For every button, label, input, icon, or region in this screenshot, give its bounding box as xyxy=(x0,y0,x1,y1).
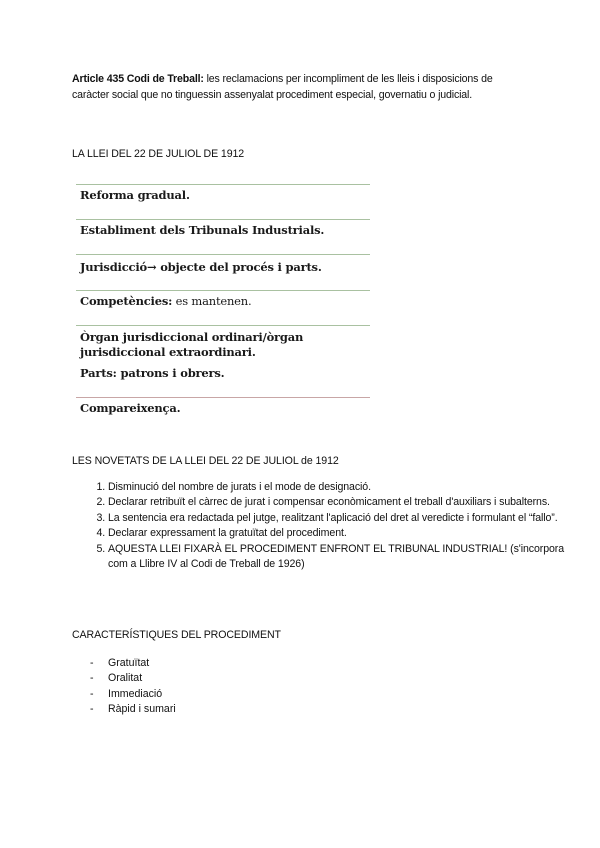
dash-bullet-icon: - xyxy=(90,703,94,716)
box-item-text: es mantenen. xyxy=(172,294,252,308)
box-item-text: Reforma gradual. xyxy=(80,188,190,202)
list-item xyxy=(90,656,176,671)
section-title-llei-1912: LA LLEI DEL 22 DE JULIOL DE 1912 xyxy=(72,148,245,160)
list-item: 3. La sentencia era redactada pel jutge, realitzant l'aplicació del dret al veredicte i formulant el “fallo”. xyxy=(108,511,564,526)
novetats-list xyxy=(72,480,564,572)
list-item-text: Ràpid i sumari xyxy=(108,703,176,716)
list-item-text: Gratuïtat xyxy=(108,657,150,669)
box-item-organ xyxy=(76,330,346,360)
box-item-tribunals xyxy=(76,223,370,238)
list-item: 1. Disminució del nombre de jurats i el mode de designació. xyxy=(108,480,564,495)
divider xyxy=(76,254,370,255)
caracteristiques-list xyxy=(90,656,176,718)
dash-bullet-icon: - xyxy=(90,657,94,669)
box-item-label: Competències: xyxy=(80,294,173,308)
dash-bullet-icon: - xyxy=(90,672,94,685)
list-item xyxy=(90,702,176,717)
divider xyxy=(76,325,370,326)
box-item-text: Jurisdicció→ objecte del procés i parts. xyxy=(80,260,322,274)
box-item-compareixenca xyxy=(76,401,370,416)
divider xyxy=(76,290,370,291)
box-item-jurisdiccio xyxy=(76,260,370,275)
box-item-text: Òrgan jurisdiccional ordinari/òrgan jurisdiccional extraordinari. xyxy=(80,330,304,359)
list-item: 4. Declarar expressament la gratuïtat del procediment. xyxy=(108,526,564,541)
section-title-caracteristiques: CARACTERÍSTIQUES DEL PROCEDIMENT xyxy=(72,629,281,641)
box-item-text: Parts: patrons i obrers. xyxy=(80,366,225,380)
intro-paragraph xyxy=(72,71,532,103)
divider xyxy=(76,397,370,398)
box-item-text: Establiment dels Tribunals Industrials. xyxy=(80,223,325,237)
intro-label: Article 435 Codi de Treball: xyxy=(72,73,204,85)
list-item-text: Immediació xyxy=(108,687,163,700)
box-item-parts xyxy=(76,366,370,381)
box-item-text: Compareixença. xyxy=(80,401,181,415)
list-item xyxy=(90,687,176,702)
intro-text: les reclamacions per incompliment de les lleis i disposicions de caràcter social que no tinguessin assenyalat procediment especial, governatiu o judicial. xyxy=(72,73,493,101)
section-title-novetats: LES NOVETATS DE LA LLEI DEL 22 DE JULIOL de 1912 xyxy=(72,455,339,467)
dash-bullet-icon: - xyxy=(90,687,94,700)
divider xyxy=(76,219,370,220)
box-item-competencies xyxy=(76,294,370,309)
divider xyxy=(76,184,370,185)
box-item-reforma xyxy=(76,188,370,203)
list-item-text: Oralitat xyxy=(108,672,143,685)
list-item: 2. Declarar retribuït el càrrec de jurat i compensar econòmicament el treball d'auxiliars i subalterns. xyxy=(108,495,564,510)
list-item xyxy=(90,671,176,686)
list-item: 5. AQUESTA LLEI FIXARÀ EL PROCEDIMENT ENFRONT EL TRIBUNAL INDUSTRIAL! (s'incorpora com a Llibre IV al Codi de Treball de 1926) xyxy=(108,542,564,573)
